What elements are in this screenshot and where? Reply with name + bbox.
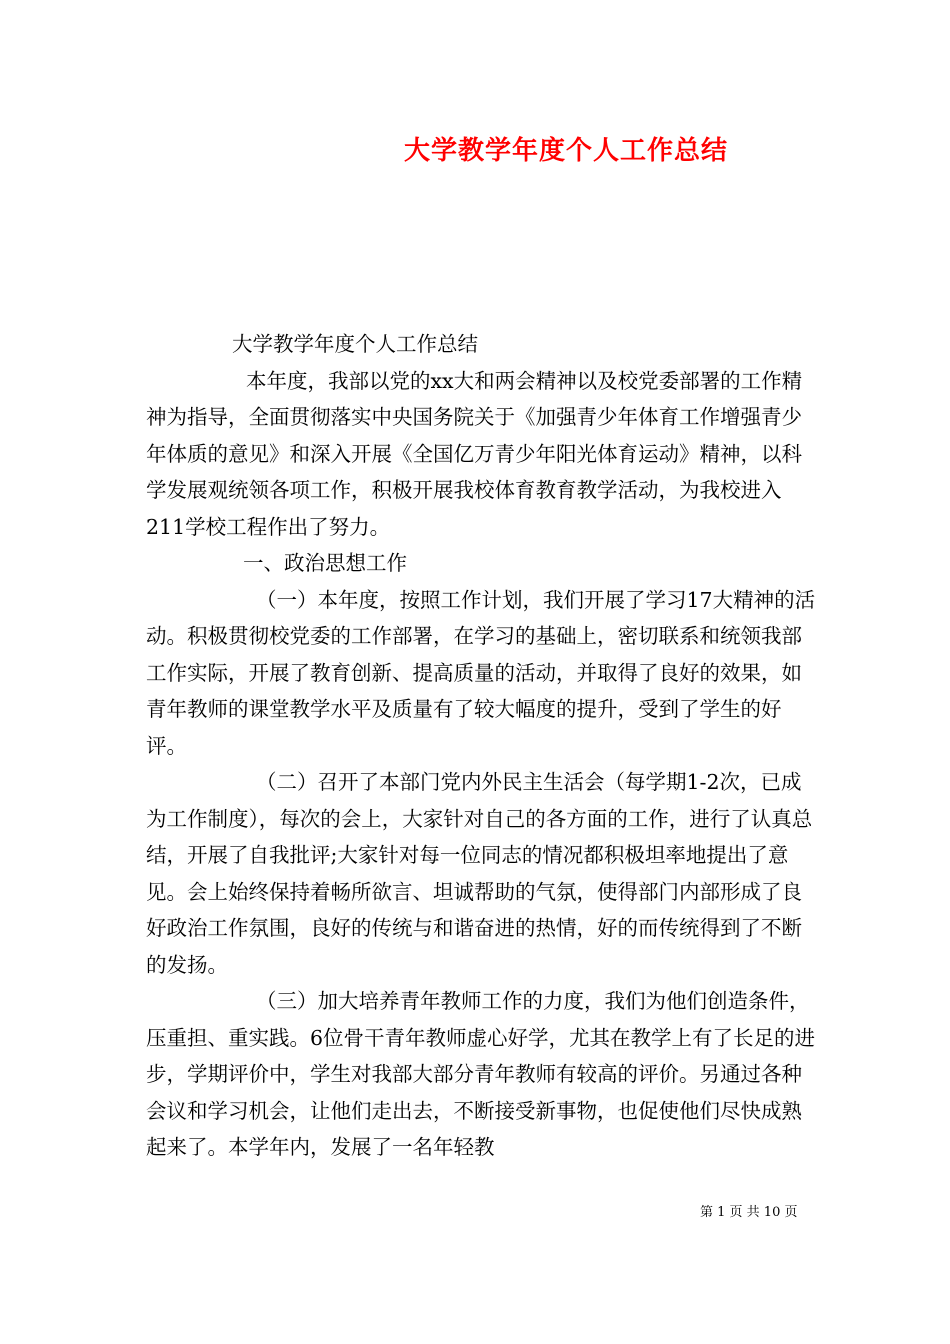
paragraph-item-3: （三）加大培养青年教师工作的力度，我们为他们创造条件，压重担、重实践。6位骨干青年教师虚心好学，尤其在教学上有了长足的进步，学期评价中，学生对我部大部分青年教师有较高的评价。另通过各种会议和学习机会，让他们走出去，不断接受新事物，也促使他们尽快成熟起来了。本学年内，发展了一名年轻教 xyxy=(146,989,816,1159)
paragraph-item-1: （一）本年度，按照工作计划，我们开展了学习17大精神的活动。积极贯彻校党委的工作部署，在学习的基础上，密切联系和统领我部工作实际，开展了教育创新、提高质量的活动，并取得了良好的效果，如青年教师的课堂教学水平及质量有了较大幅度的提升，受到了学生的好评。 xyxy=(146,587,816,758)
page-number: 第 1 页 共 10 页 xyxy=(700,1205,798,1220)
document-body xyxy=(146,326,818,1166)
document-subtitle: 大学教学年度个人工作总结 xyxy=(232,332,478,356)
section-heading: 一、政治思想工作 xyxy=(243,551,407,575)
intro-paragraph: 本年度，我部以党的xx大和两会精神以及校党委部署的工作精神为指导，全面贯彻落实中央国务院关于《加强青少年体育工作增强青少年体质的意见》和深入开展《全国亿万青少年阳光体育运动》精神，以科学发展观统领各项工作，积极开展我校体育教育教学活动，为我校进入211学校工程作出了努力。 xyxy=(146,368,803,539)
paragraph-item-2: （二）召开了本部门党内外民主生活会（每学期1-2次，已成为工作制度），每次的会上，大家针对自己的各方面的工作，进行了认真总结，开展了自我批评;大家针对每一位同志的情况都积极坦率地提出了意见。会上始终保持着畅所欲言、坦诚帮助的气氛，使得部门内部形成了良好政治工作氛围，良好的传统与和谐奋进的热情，好的而传统得到了不断的发扬。 xyxy=(146,770,813,977)
document-title: 大学教学年度个人工作总结 xyxy=(403,136,728,166)
